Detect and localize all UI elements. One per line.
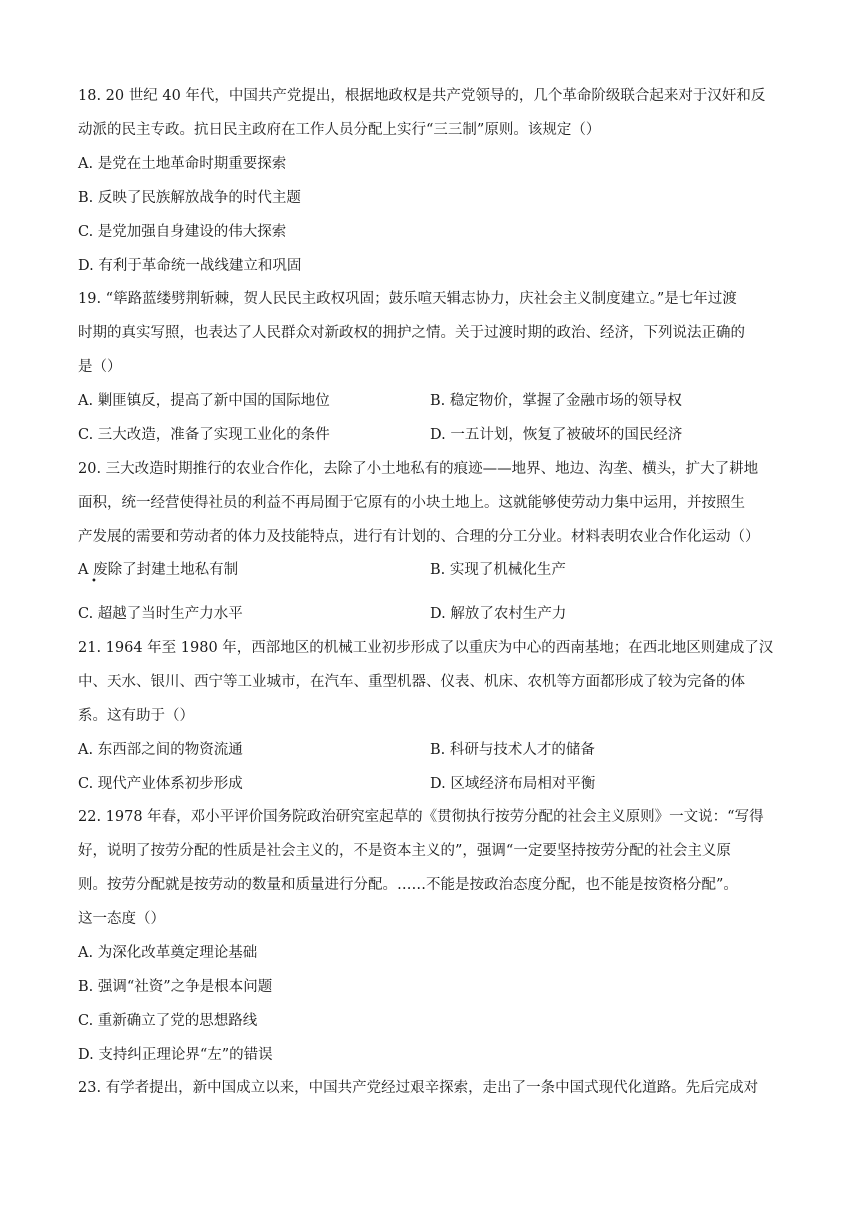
q22-stem-line-1: 22. 1978 年春，邓小平评价国务院政治研究室起草的《贯彻执行按劳分配的社会主义原则》一文说：“写得 [78, 809, 764, 825]
q19-stem-line-2: 时期的真实写照，也表达了人民群众对新政权的拥护之情。关于过渡时期的政治、经济，下列说法正确的 [78, 325, 745, 341]
q19-option-d: D. 一五计划，恢复了被破坏的国民经济 [430, 427, 683, 443]
q20-stem-line-2: 面积，统一经营使得社员的利益不再局囿于它原有的小块土地上。这就能够使劳动力集中运用，并按照生 [78, 495, 745, 511]
q23-stem-line-1: 23. 有学者提出，新中国成立以来，中国共产党经过艰辛探索，走出了一条中国式现代化道路。先后完成对 [78, 1080, 759, 1096]
q19-option-c: C. 三大改造，准备了实现工业化的条件 [78, 427, 330, 443]
q19-stem-line-3: 是（） [78, 359, 122, 375]
q18-option-d: D. 有利于革命统一战线建立和巩固 [78, 258, 302, 274]
q20-stem-line-1: 20. 三大改造时期推行的农业合作化，去除了小土地私有的痕迹——地界、地边、沟垄、横头，扩大了耕地 [78, 461, 759, 477]
q18-option-c: C. 是党加强自身建设的伟大探索 [78, 224, 287, 240]
q19-option-b: B. 稳定物价，掌握了金融市场的领导权 [430, 393, 682, 409]
q20-option-c: C. 超越了当时生产力水平 [78, 606, 243, 622]
q19-stem-line-1: 19. “筚路蓝缕劈荆斩棘，贺人民民主政权巩固；鼓乐喧天辑志协力，庆社会主义制度建立。”是七年过渡 [78, 291, 737, 307]
q20-option-b: B. 实现了机械化生产 [430, 562, 566, 578]
q20-stem-line-3: 产发展的需要和劳动者的体力及技能特点，进行有计划的、合理的分工分业。材料表明农业合作化运动（） [78, 529, 760, 545]
q21-option-c: C. 现代产业体系初步形成 [78, 776, 243, 792]
q21-option-a: A. 东西部之间的物资流通 [78, 742, 243, 758]
q21-stem-line-2: 中、天水、银川、西宁等工业城市，在汽车、重型机器、仪表、机床、农机等方面都形成了较为完备的体 [78, 674, 745, 690]
q22-stem-line-3: 则。按劳分配就是按劳动的数量和质量进行分配。……不能是按政治态度分配，也不能是按资格分配”。 [78, 877, 738, 893]
q22-option-b: B. 强调“社资”之争是根本问题 [78, 979, 273, 995]
q22-stem-line-2: 好，说明了按劳分配的性质是社会主义的，不是资本主义的”，强调“一定要坚持按劳分配的社会主义原 [78, 843, 731, 859]
q18-stem-line-1: 18. 20 世纪 40 年代，中国共产党提出，根据地政权是共产党领导的，几个革命阶级联合起来对于汉奸和反 [78, 88, 766, 104]
q18-option-b: B. 反映了民族解放战争的时代主题 [78, 190, 301, 206]
q18-option-a: A. 是党在土地革命时期重要探索 [78, 156, 287, 172]
q20-option-d: D. 解放了农村生产力 [430, 606, 567, 622]
q22-stem-line-4: 这一态度（） [78, 911, 165, 927]
q21-option-b: B. 科研与技术人才的储备 [430, 742, 595, 758]
q22-option-d: D. 支持纠正理论界“左”的错误 [78, 1047, 273, 1063]
q21-stem-line-1: 21. 1964 年至 1980 年，西部地区的机械工业初步形成了以重庆为中心的西南基地；在西北地区则建成了汉 [78, 640, 774, 656]
q18-stem-line-2: 动派的民主专政。抗日民主政府在工作人员分配上实行“三三制”原则。该规定（） [78, 122, 601, 138]
q21-option-d: D. 区域经济布局相对平衡 [430, 776, 596, 792]
q22-option-c: C. 重新确立了党的思想路线 [78, 1013, 258, 1029]
q22-option-a: A. 为深化改革奠定理论基础 [78, 945, 258, 961]
stray-dot-mark: • [91, 576, 97, 587]
q20-option-a: A 废除了封建土地私有制 [78, 562, 239, 578]
q21-stem-line-3: 系。这有助于（） [78, 708, 194, 724]
q19-option-a: A. 剿匪镇反，提高了新中国的国际地位 [78, 393, 330, 409]
